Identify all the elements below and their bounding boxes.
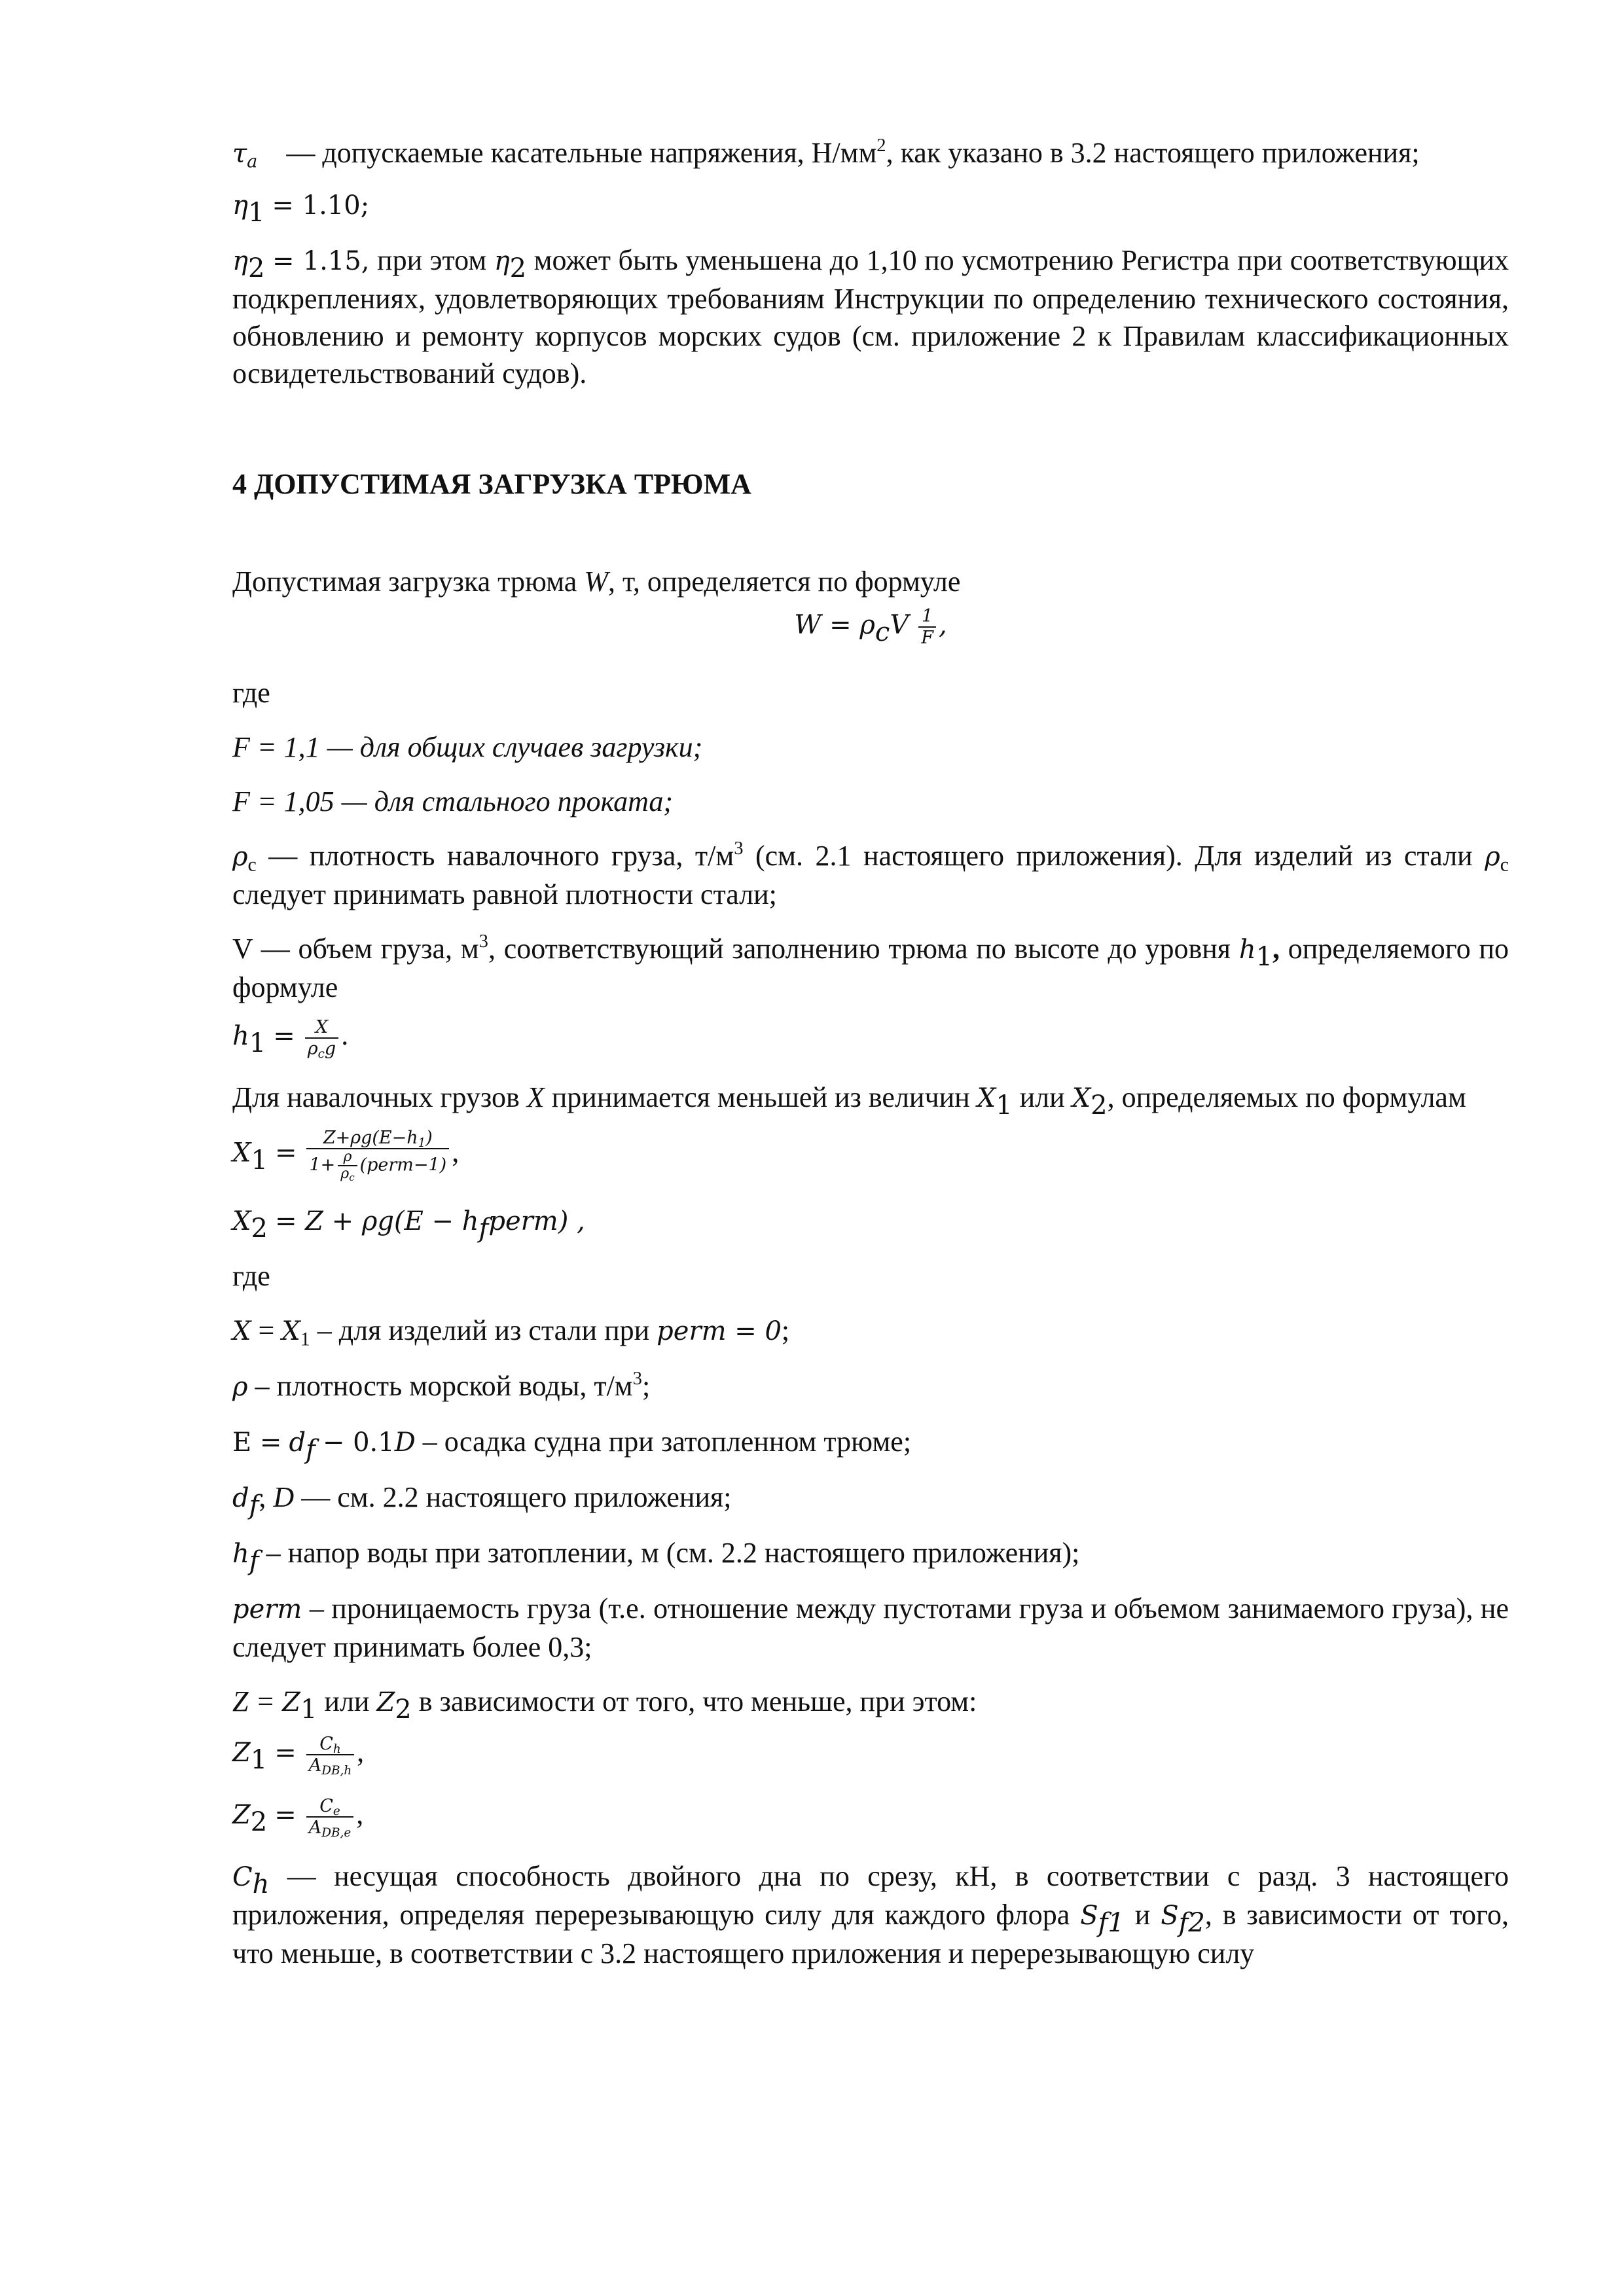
fraction-h1: $\frac{X}{\rho_cg}$ <box>305 1017 338 1059</box>
fraction-Z2: $\frac{C_e}{A_{DB,e}}$ <box>306 1796 353 1838</box>
formula-X1: $X_1$ = $Z+\rho g(E-h_1)$ 1+ $\frac{\rho}{\rho_c}$ (perm−1) , <box>232 1127 460 1183</box>
rho-definition: ρ – плотность морской воды, $т/м^3$; <box>232 1368 651 1402</box>
E-definition: $E = d_f - 0.1D$ – осадка судна при затопленном трюме; <box>232 1425 912 1465</box>
section-heading: 4 ДОПУСТИМАЯ ЗАГРУЗКА ТРЮМА <box>232 468 751 500</box>
eta2-text: может быть уменьшена до 1,10 по усмотрению Регистра при соответствующих подкреплениях, удовлетворяющих требованиям Инструкции по определению технического состояния, обновлению и ремонту корпусов морских судов (см. приложение 2 к Правилам классификационных освидетельствований судов). <box>232 244 1509 389</box>
eta2-value: = 1.15, <box>272 246 370 276</box>
tau-symbol: $\tau_a$ <box>232 139 258 172</box>
tau-text-2: , как указано в 3.2 настоящего приложения; <box>886 137 1420 169</box>
fraction-Z1: $\frac{C_h}{A_{DB,h}}$ <box>306 1734 354 1776</box>
fraction-X1: $Z+\rho g(E-h_1)$ 1+ $\frac{\rho}{\rho_c}$ (perm−1) <box>306 1128 449 1182</box>
formula-Z2: $Z_2$ = $\frac{C_e}{A_{DB,e}}$ , <box>232 1795 364 1840</box>
X-steel: $X = X_1$ – для изделий из стали при perm = 0; <box>232 1314 790 1350</box>
document-page <box>232 134 1509 1989</box>
Ch-definition: $C_h$ — несущая способность двойного дна по срезу, кН, в соответствии с разд. 3 настоящего приложения, определяя перерезывающую силу для каждого флора $S_{f1}$ и $S_{f2}$, в зависимости от того, что меньше, в соответствии с 3.2 настоящего приложения и перерезывающую силу <box>232 1859 1509 1969</box>
perm-definition: perm – проницаемость груза (т.е. отношение между пустотами груза и объемом занимаемого груза), не следует принимать более 0,3; <box>232 1592 1509 1663</box>
F-general: F = 1,1 — для общих случаев загрузки; <box>232 730 703 763</box>
eta1-line: $\eta_1 = 1.10$; <box>232 190 370 228</box>
intro-line: Допустимая загрузка трюма W, т, определяется по формуле <box>232 565 961 598</box>
where-2: где <box>232 1259 270 1292</box>
hf-definition: $h_f$ – напор воды при затоплении, м (см. 2.2 настоящего приложения); <box>232 1536 1080 1576</box>
F-steel: F = 1,05 — для стального проката; <box>232 785 674 817</box>
Z-definition: $Z = Z_1$ или $Z_2$ в зависимости от того, что меньше, при этом: <box>232 1685 977 1725</box>
where-1: где <box>232 676 270 709</box>
X-definition: Для навалочных грузов X принимается меньшей из величин $X_1$ или $X_2$, определяемых по формулам <box>232 1081 1466 1121</box>
eta2-paragraph: $\eta_2 = 1.15$, при этом $\eta_2$ может быть уменьшена до 1,10 по усмотрению Регистра при соответствующих подкреплениях, удовлетворяющих требованиям Инструкции по определению технического состояния, обновлению и ремонту корпусов морских судов (см. приложение 2 к Правилам классификационных освидетельствований судов). <box>232 244 1509 389</box>
V-definition: V — объем груза, $м^3$, соответствующий заполнению трюма по высоте до уровня $h_1$, определяемого по формуле <box>232 931 1509 1003</box>
tau-definition: $\tau_a$ — допускаемые касательные напряжения, $Н/мм^2$, как указано в 3.2 настоящего приложения; <box>232 135 1420 172</box>
formula-Z1: $Z_1$ = $\frac{C_h}{A_{DB,h}}$ , <box>232 1733 365 1778</box>
eta1-value: = 1.10; <box>272 190 370 221</box>
formula-X2: $X_2 = Z + \rho g(E$ − $h_fperm$) , <box>232 1206 585 1244</box>
rho-c-definition: $\rho_c$ — плотность навалочного груза, $т/м^3$ (см. 2.1 настоящего приложения). Для изделий из стали $\rho_c$ следует принимать равной плотности стали; <box>232 838 1509 910</box>
formula-h1: $h_1$ = $\frac{X}{\rho_cg}$ . <box>232 1016 349 1061</box>
fraction-1-over-F: $\frac{1}{F}$ <box>918 606 936 648</box>
tau-text: — допускаемые касательные напряжения, Н/мм <box>286 137 877 169</box>
df-D-reference: $d_f$, D — см. 2.2 настоящего приложения; <box>232 1480 732 1520</box>
formula-W: $W = \rho_cV$ $\frac{1}{F}$ , <box>794 605 947 648</box>
